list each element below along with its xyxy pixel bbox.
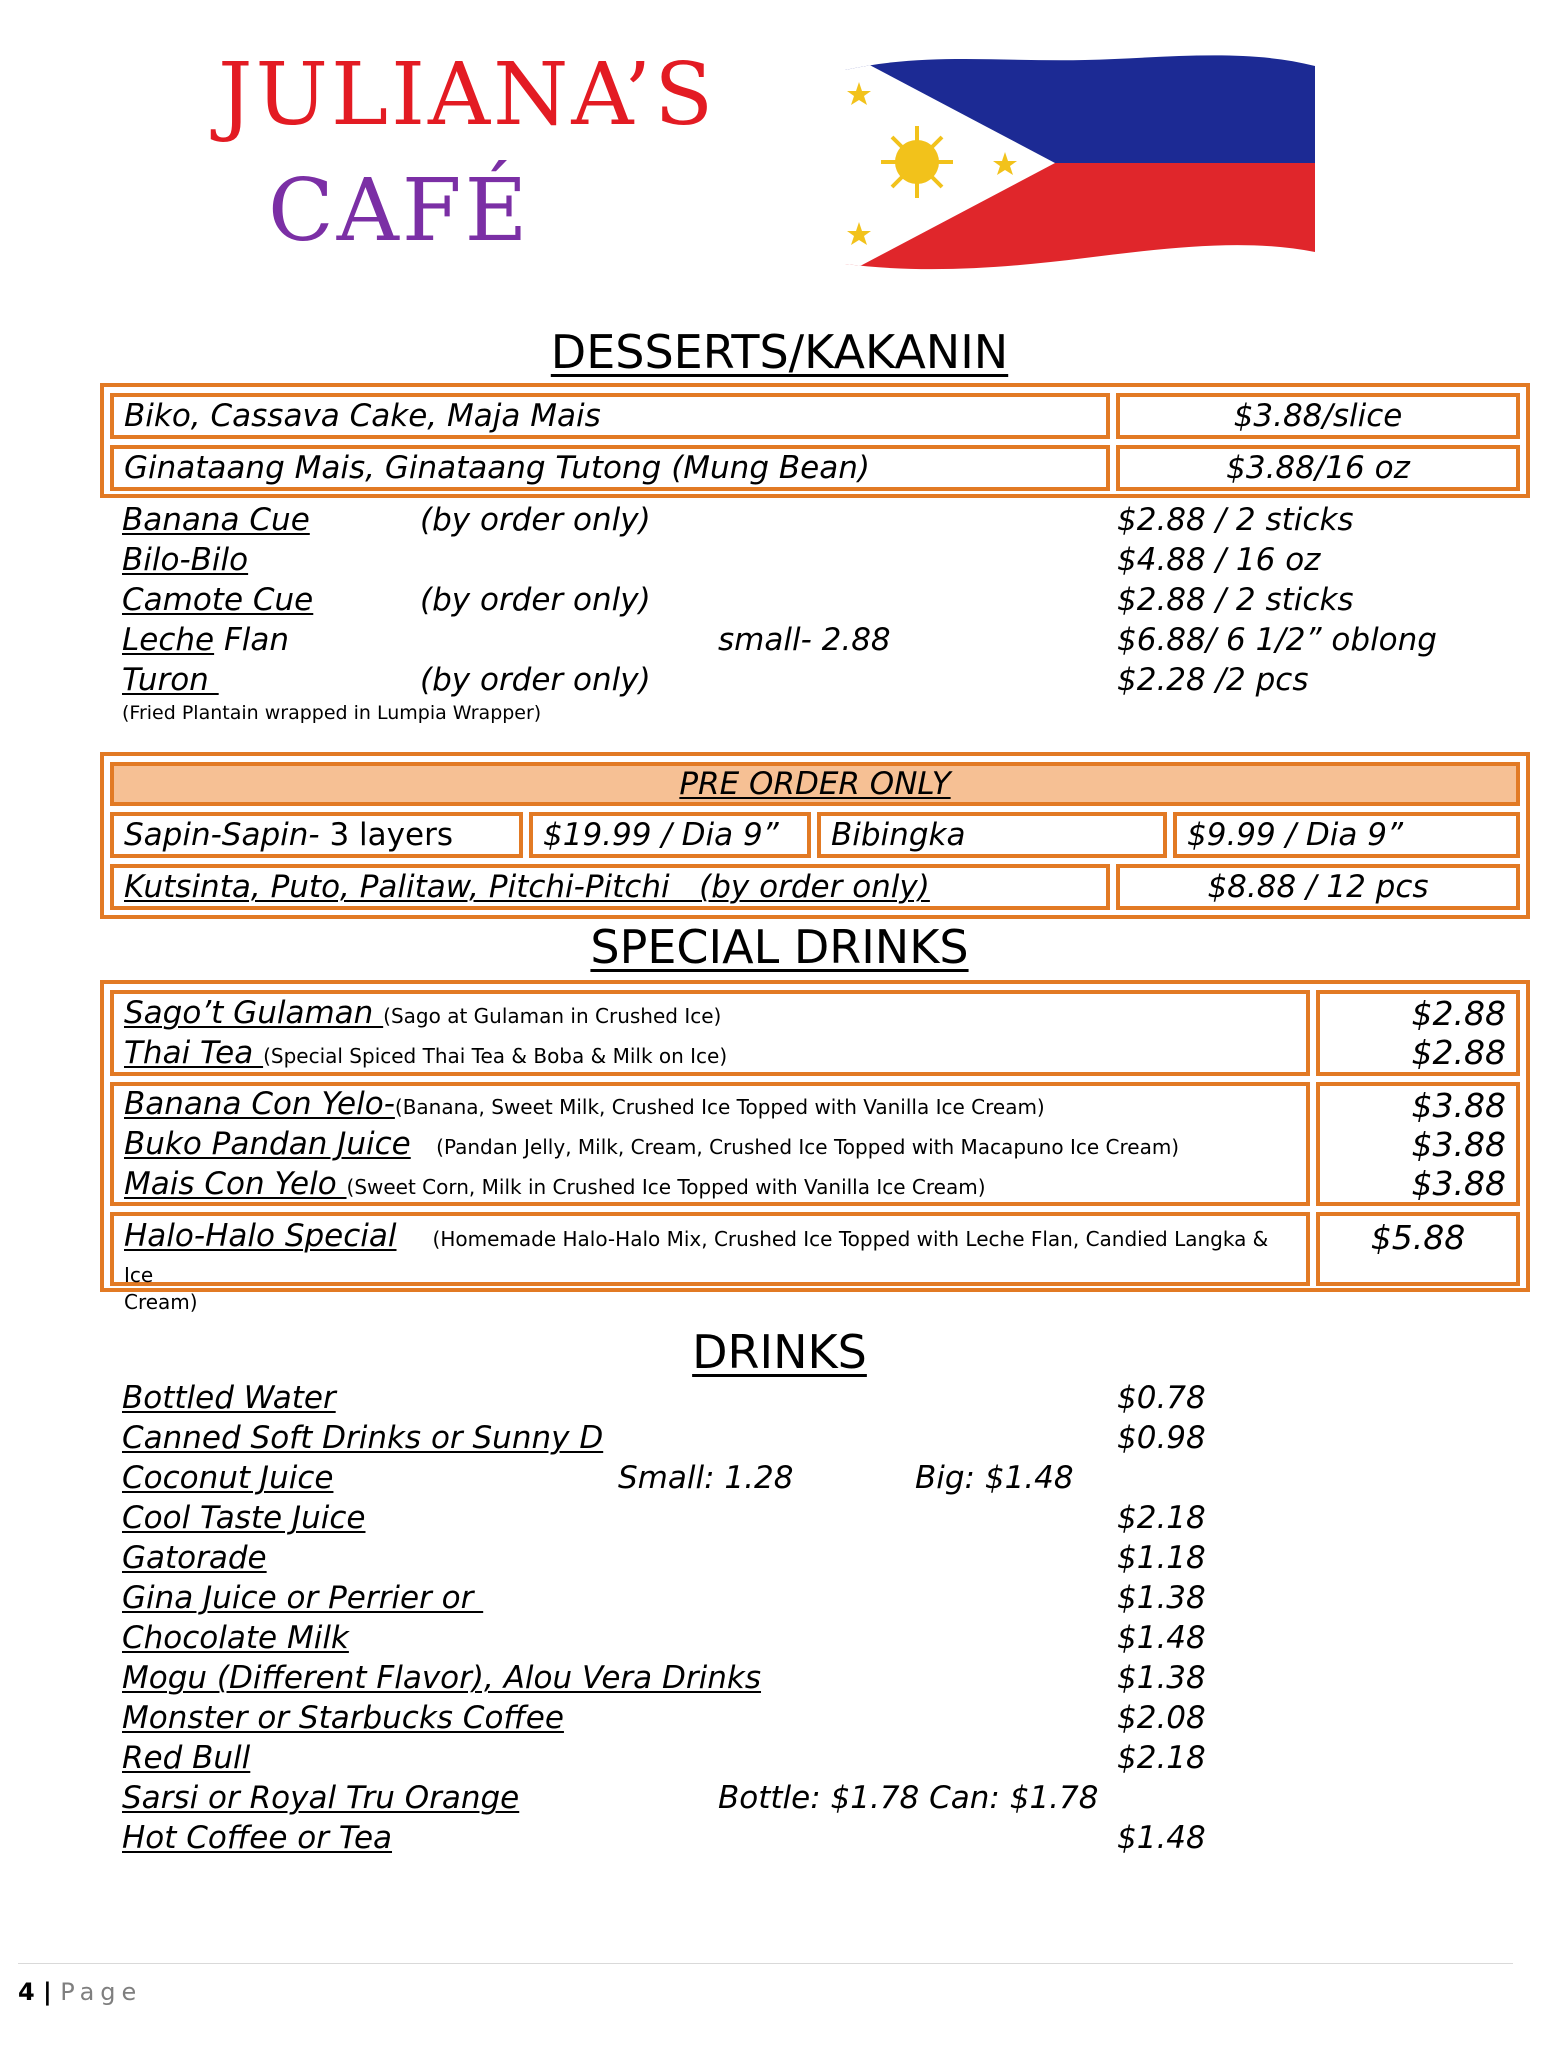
drink-item-name: Sarsi or Royal Tru Orange <box>122 1780 520 1816</box>
special-item <box>124 1218 1296 1290</box>
dessert-item-name-b: Flan <box>214 622 290 658</box>
dessert-item-note: (by order only) <box>420 582 651 618</box>
dessert-item-name <box>122 622 289 659</box>
table-cell-prices <box>1316 1082 1520 1206</box>
preorder-item1: Sapin-Sapin- <box>124 817 320 853</box>
dessert-item-name-a: Leche <box>122 622 215 658</box>
table-cell-price: $19.99 / Dia 9” <box>529 812 811 858</box>
page-footer <box>18 1978 142 2006</box>
table-cell-item: Kutsinta, Puto, Palitaw, Pitchi-Pitchi (by order only) <box>110 864 1110 910</box>
preorder-item1-extra: 3 layers <box>319 817 453 853</box>
footer-separator: | <box>34 1978 61 2006</box>
table-row <box>110 762 1520 806</box>
special-item-name: Sago’t Gulaman <box>124 995 384 1031</box>
dessert-item-price: $2.88 / 2 sticks <box>1117 502 1354 538</box>
dessert-item-name: Camote Cue <box>122 582 314 618</box>
special-item <box>124 995 721 1031</box>
special-item-name: Halo-Halo Special <box>124 1218 397 1254</box>
special-drinks-heading: SPECIAL DRINKS <box>590 920 969 974</box>
drink-item-name: Bottled Water <box>122 1380 336 1416</box>
table-row <box>110 1212 1520 1314</box>
drink-item-small-price: Small: 1.28 <box>618 1460 794 1496</box>
desserts-table <box>100 383 1530 498</box>
table-cell-items <box>110 990 1310 1076</box>
table-row <box>110 393 1520 439</box>
table-row <box>110 864 1520 910</box>
drink-item-price: $1.48 <box>1117 1820 1206 1856</box>
table-row <box>110 990 1520 1076</box>
table-cell-items <box>110 1082 1310 1206</box>
drink-item-price: $0.78 <box>1117 1380 1206 1416</box>
page-number: 4 <box>18 1978 35 2006</box>
cafe-title-line2: CAFÉ <box>268 161 531 261</box>
table-cell-prices <box>1316 1212 1520 1286</box>
table-cell-prices <box>1316 990 1520 1076</box>
special-item-price: $3.88 <box>1411 1163 1506 1203</box>
special-drinks-table <box>100 980 1530 1314</box>
drink-item-big-price: Big: $1.48 <box>915 1460 1074 1496</box>
table-cell-item: Biko, Cassava Cake, Maja Mais <box>110 393 1110 439</box>
dessert-item-price: $2.28 /2 pcs <box>1117 662 1309 698</box>
drink-item-price: $1.48 <box>1117 1620 1206 1656</box>
drink-item-name: Monster or Starbucks Coffee <box>122 1700 564 1736</box>
dessert-item-price: $2.88 / 2 sticks <box>1117 582 1354 618</box>
turon-description: (Fried Plantain wrapped in Lumpia Wrapper) <box>122 702 542 724</box>
special-item-desc: (Sweet Corn, Milk in Crushed Ice Topped with Vanilla Ice Cream) <box>346 1175 986 1199</box>
special-item-desc: (Homemade Halo-Halo Mix, Crushed Ice Topped with Leche Flan, Candied Langka & Ice <box>124 1227 1269 1287</box>
table-cell-price: $3.88/slice <box>1116 393 1520 439</box>
dessert-item-note: (by order only) <box>420 502 651 538</box>
dessert-item-name: Bilo-Bilo <box>122 542 249 578</box>
drink-item-name: Gatorade <box>122 1540 267 1576</box>
dessert-item-price: $4.88 / 16 oz <box>1117 542 1321 578</box>
table-cell-price: $9.99 / Dia 9” <box>1173 812 1520 858</box>
drink-item-name: Coconut Juice <box>122 1460 334 1496</box>
special-item-price: $3.88 <box>1411 1085 1506 1125</box>
table-row <box>110 812 1520 858</box>
drink-item-price: $2.08 <box>1117 1700 1206 1736</box>
special-item-name: Banana Con Yelo- <box>124 1086 395 1122</box>
drink-item-name: Red Bull <box>122 1740 251 1776</box>
special-item-desc-cont: Cream) <box>124 1290 198 1314</box>
footer-divider <box>18 1963 1513 1964</box>
dessert-item-name: Turon <box>122 662 219 698</box>
special-item-price: $2.88 <box>1411 994 1506 1033</box>
drinks-heading: DRINKS <box>692 1325 867 1379</box>
dessert-item-extra: small- 2.88 <box>718 622 891 658</box>
special-item-name: Thai Tea <box>124 1035 264 1071</box>
page-label: Page <box>60 1978 143 2006</box>
drink-item-name: Hot Coffee or Tea <box>122 1820 393 1856</box>
special-item-desc: (Pandan Jelly, Milk, Cream, Crushed Ice Topped with Macapuno Ice Cream) <box>410 1135 1180 1159</box>
philippine-flag-icon <box>845 52 1315 274</box>
special-item-name: Buko Pandan Juice <box>124 1126 411 1162</box>
dessert-item-note: (by order only) <box>420 662 651 698</box>
special-item-price: $2.88 <box>1411 1033 1506 1072</box>
table-cell-price: $3.88/16 oz <box>1116 445 1520 491</box>
cafe-title-line1: JULIANA’S <box>218 45 717 145</box>
drink-item-name: Gina Juice or Perrier or <box>122 1580 484 1616</box>
table-cell-price: $8.88 / 12 pcs <box>1116 864 1520 910</box>
table-cell-items <box>110 1212 1310 1314</box>
special-item-price: $3.88 <box>1411 1124 1506 1164</box>
preorder-table <box>100 752 1530 919</box>
special-item <box>124 1166 986 1202</box>
table-cell-item: Ginataang Mais, Ginataang Tutong (Mung Bean) <box>110 445 1110 491</box>
preorder-heading: PRE ORDER ONLY <box>110 762 1520 806</box>
special-item-desc: (Special Spiced Thai Tea & Boba & Milk on Ice) <box>263 1044 728 1068</box>
drink-item-price: $0.98 <box>1117 1420 1206 1456</box>
special-item-price: $5.88 <box>1370 1218 1466 1257</box>
drink-item-name: Mogu (Different Flavor), Alou Vera Drinks <box>122 1660 762 1696</box>
drink-item-name: Canned Soft Drinks or Sunny D <box>122 1420 604 1456</box>
table-cell-item <box>110 812 523 858</box>
drink-item-price: $2.18 <box>1117 1740 1206 1776</box>
table-row <box>110 445 1520 491</box>
dessert-item-name: Banana Cue <box>122 502 310 538</box>
table-cell-item: Bibingka <box>817 812 1167 858</box>
drink-item-bottle-can-price: Bottle: $1.78 Can: $1.78 <box>718 1780 1099 1816</box>
drink-item-price: $2.18 <box>1117 1500 1206 1536</box>
table-row <box>110 1082 1520 1206</box>
special-item-name: Mais Con Yelo <box>124 1166 347 1202</box>
special-item <box>124 1086 1045 1122</box>
special-item <box>124 1035 727 1071</box>
drink-item-price: $1.18 <box>1117 1540 1206 1576</box>
desserts-heading: DESSERTS/KAKANIN <box>550 325 1009 379</box>
dessert-item-price: $6.88/ 6 1/2” oblong <box>1117 622 1437 658</box>
special-item-desc: (Sago at Gulaman in Crushed Ice) <box>383 1004 722 1028</box>
drink-item-name: Chocolate Milk <box>122 1620 349 1656</box>
drink-item-price: $1.38 <box>1117 1660 1206 1696</box>
special-item-desc: (Banana, Sweet Milk, Crushed Ice Topped with Vanilla Ice Cream) <box>394 1095 1045 1119</box>
special-item <box>124 1126 1179 1162</box>
drink-item-price: $1.38 <box>1117 1580 1206 1616</box>
drink-item-name: Cool Taste Juice <box>122 1500 366 1536</box>
